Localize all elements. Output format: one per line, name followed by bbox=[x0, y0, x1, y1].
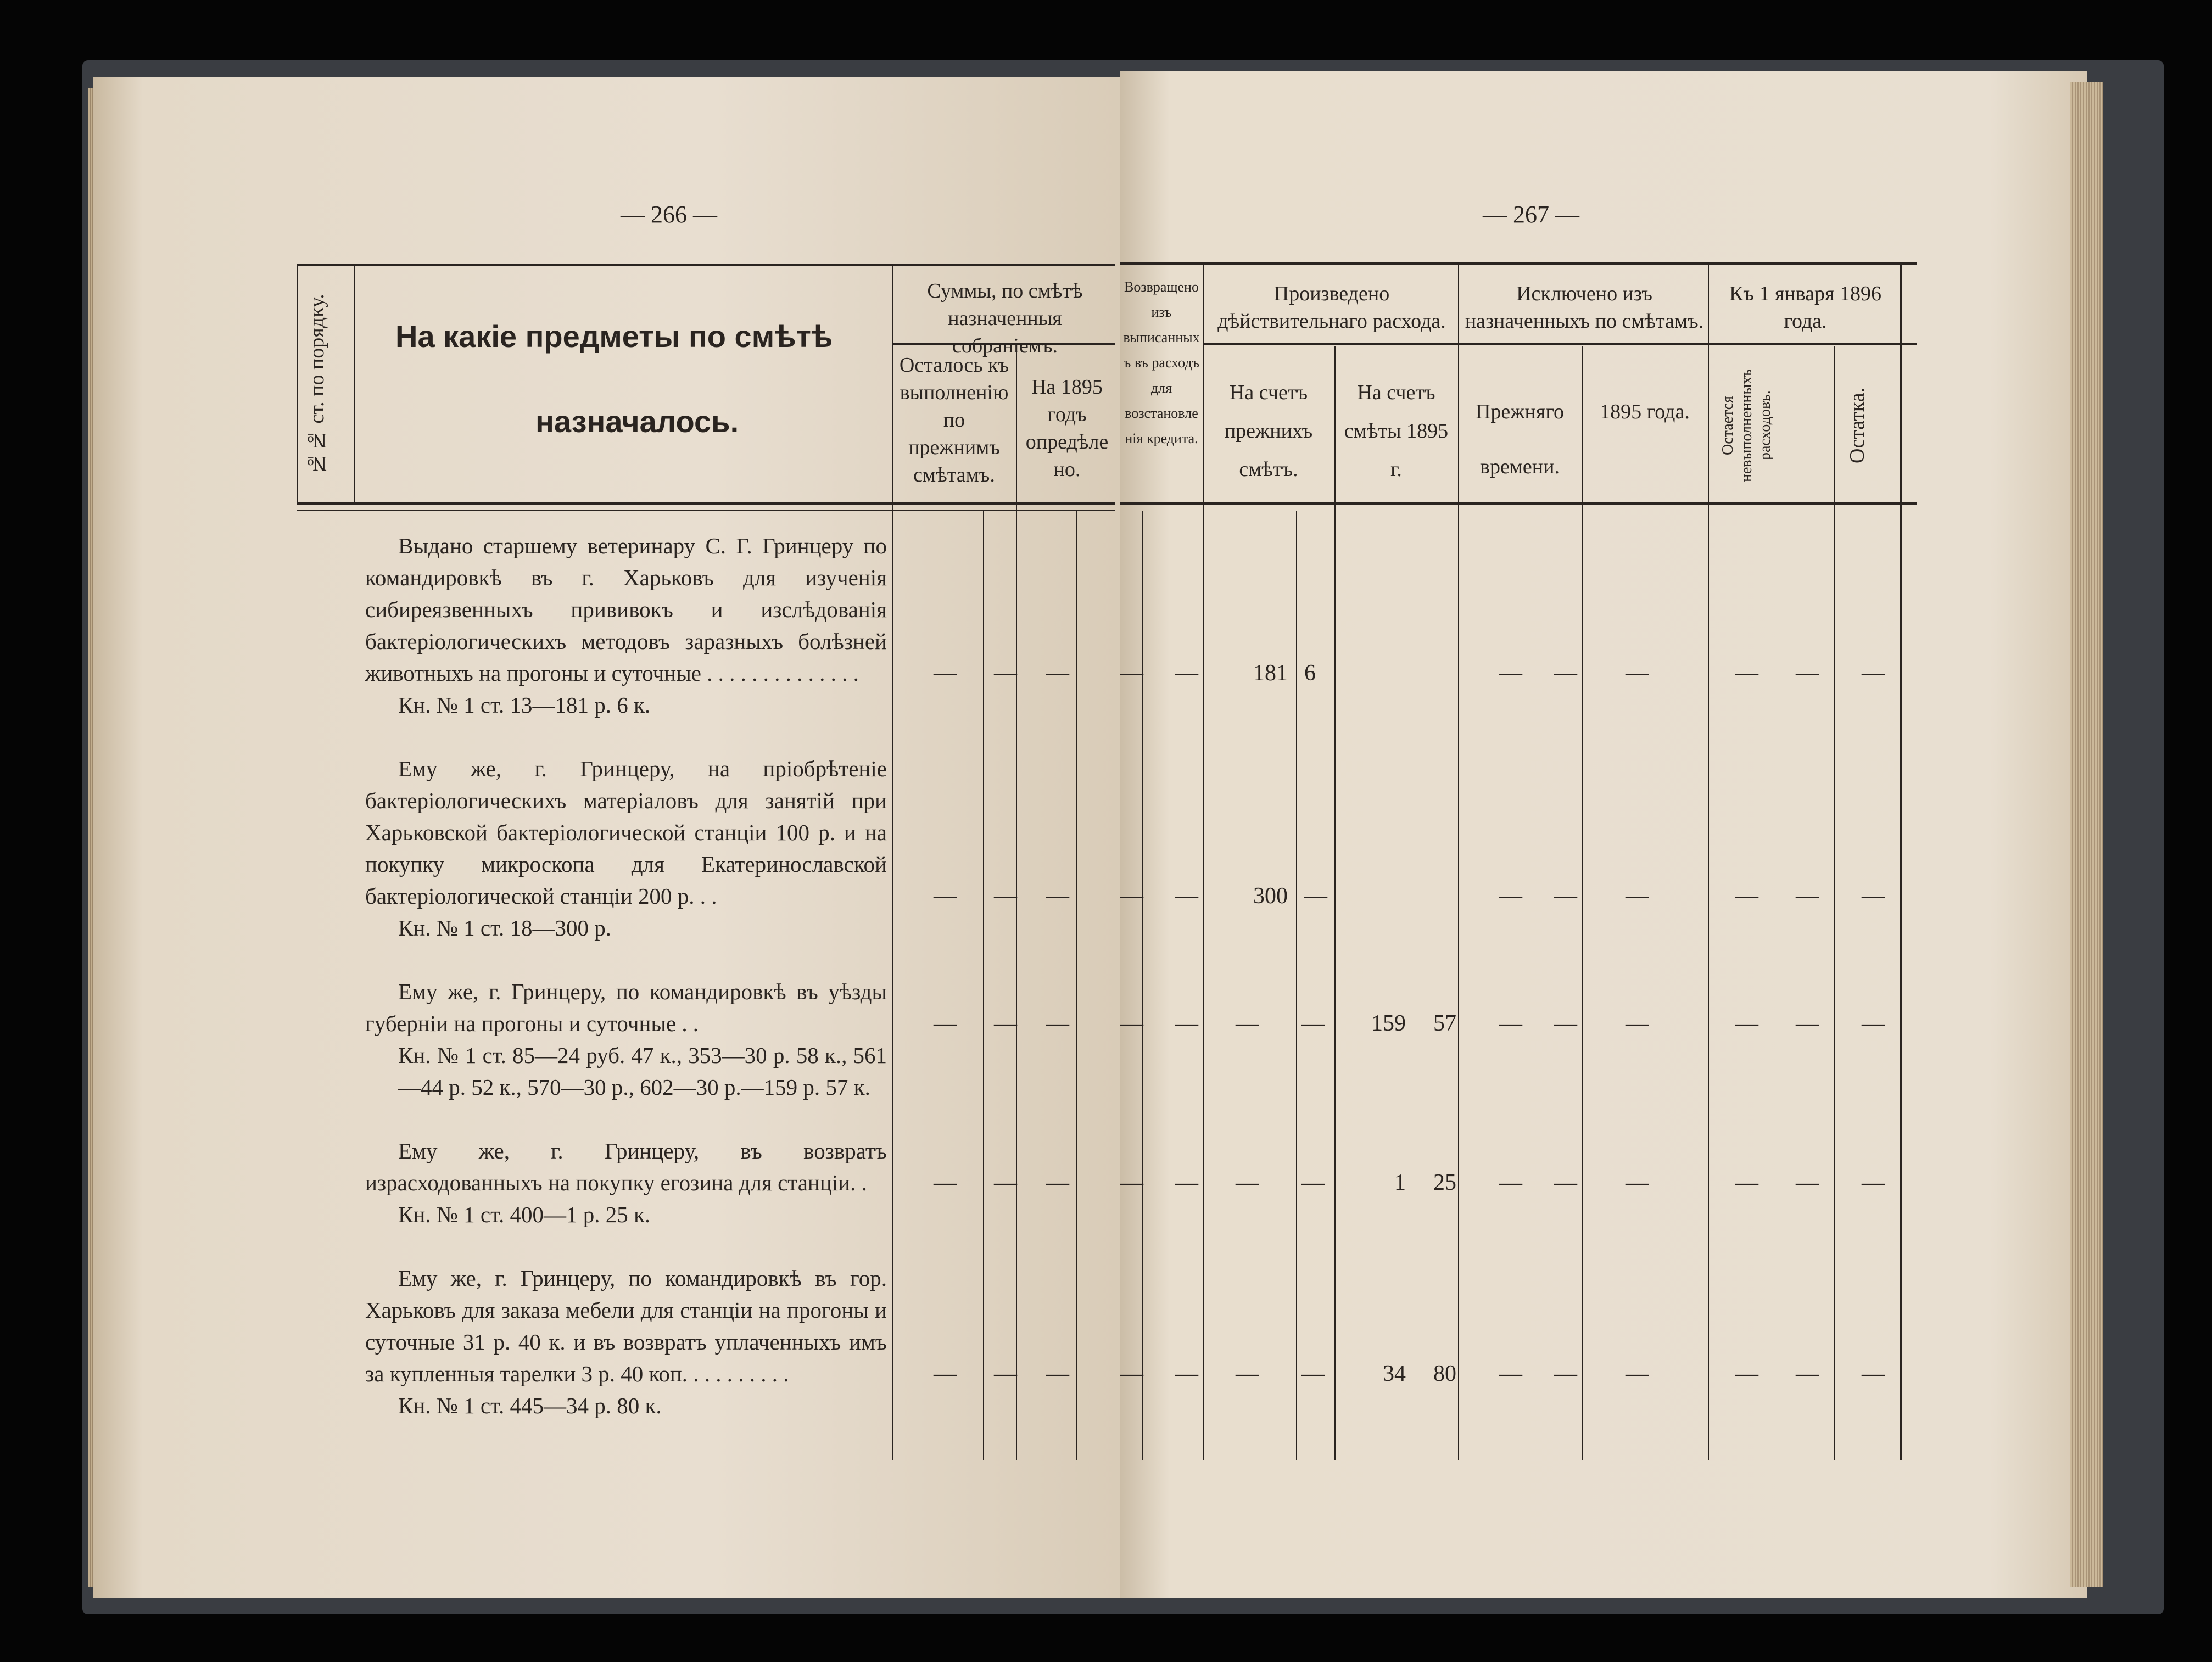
empty-cell-dash: — bbox=[1175, 883, 1198, 909]
returned-header: Возвращено изъ выписанныхъ въ расходъ для возстановленія кредита. bbox=[1123, 279, 1200, 446]
empty-cell-dash: — bbox=[1554, 1170, 1577, 1195]
empty-cell-dash: — bbox=[1735, 1170, 1758, 1195]
empty-cell-dash: — bbox=[1120, 1170, 1143, 1195]
amount-kopecks: 6 bbox=[1304, 661, 1316, 686]
empty-cell-dash: — bbox=[1046, 883, 1069, 909]
col-rule bbox=[1834, 346, 1835, 1460]
header-bottom-rule-left-2 bbox=[297, 510, 1115, 511]
empty-cell-dash: — bbox=[934, 1361, 957, 1386]
empty-cell-dash: — bbox=[934, 1011, 957, 1036]
excluded-prev-header: Прежняго времени. bbox=[1475, 400, 1565, 478]
amount-rubles: 1 bbox=[1394, 1170, 1406, 1195]
amount-kopecks: 80 bbox=[1433, 1361, 1456, 1386]
entry-4 bbox=[365, 1135, 887, 1230]
col-rule bbox=[1458, 264, 1459, 1460]
empty-cell-dash: — bbox=[1735, 1361, 1758, 1386]
empty-cell-dash: — bbox=[1120, 661, 1143, 686]
empty-cell-dash: — bbox=[1554, 1011, 1577, 1036]
header-bottom-rule-left bbox=[297, 502, 1115, 505]
year-1895-header: На 1895 годъ опредѣлено. bbox=[1025, 376, 1109, 481]
col-rule bbox=[892, 264, 893, 1460]
entry-text: Ему же, г. Гринцеру, по командировкѣ въ уѣзды губерніи на прогоны и суточные . . bbox=[365, 979, 887, 1036]
empty-cell-dash: — bbox=[1046, 1361, 1069, 1386]
header-bottom-rule-right bbox=[1120, 502, 1917, 505]
empty-cell-dash: — bbox=[1626, 1011, 1649, 1036]
amount-rubles: 300 bbox=[1253, 883, 1288, 909]
empty-cell-dash: — bbox=[1554, 883, 1577, 909]
empty-cell-dash: — bbox=[1046, 1170, 1069, 1195]
amount-kopecks: — bbox=[1304, 883, 1327, 909]
col-rule bbox=[1142, 511, 1143, 1460]
col-rule bbox=[1334, 346, 1336, 1460]
unfulfilled-header: Остается невыполненныхъ расходовъ. bbox=[1719, 369, 1774, 482]
empty-cell-dash: — bbox=[1862, 883, 1885, 909]
empty-cell-dash: — bbox=[1735, 883, 1758, 909]
amount-rubles: 181 bbox=[1253, 661, 1288, 686]
empty-cell-dash: — bbox=[1554, 661, 1577, 686]
empty-cell-dash: — bbox=[1626, 661, 1649, 686]
empty-cell-dash: — bbox=[1301, 1011, 1325, 1036]
empty-cell-dash: — bbox=[1236, 1361, 1259, 1386]
empty-cell-dash: — bbox=[1796, 883, 1819, 909]
col-rule bbox=[297, 264, 298, 505]
empty-cell-dash: — bbox=[1499, 883, 1522, 909]
remaining-header: Осталось къ выполненію по прежнимъ смѣтамъ. bbox=[899, 354, 1009, 486]
table-top-rule-right bbox=[1120, 262, 1917, 265]
excluded-1895-header: 1895 года. bbox=[1600, 400, 1690, 423]
col-rule bbox=[1296, 511, 1297, 1460]
empty-cell-dash: — bbox=[1175, 1361, 1198, 1386]
empty-cell-dash: — bbox=[994, 883, 1017, 909]
empty-cell-dash: — bbox=[1301, 1361, 1325, 1386]
col-rule bbox=[1582, 346, 1583, 1460]
entry-1 bbox=[365, 530, 887, 721]
empty-cell-dash: — bbox=[994, 1011, 1017, 1036]
empty-cell-dash: — bbox=[934, 661, 957, 686]
subject-header-line2: назначалось. bbox=[535, 404, 739, 439]
empty-cell-dash: — bbox=[1175, 1011, 1198, 1036]
empty-cell-dash: — bbox=[1120, 1011, 1143, 1036]
empty-cell-dash: — bbox=[1046, 1011, 1069, 1036]
balance-header: Остатка. bbox=[1846, 387, 1869, 464]
empty-cell-dash: — bbox=[1120, 1361, 1143, 1386]
entry-2 bbox=[365, 753, 887, 944]
empty-cell-dash: — bbox=[1626, 1170, 1649, 1195]
left-page-number: — 266 — bbox=[621, 201, 717, 228]
amount-rubles: 34 bbox=[1383, 1361, 1406, 1386]
empty-cell-dash: — bbox=[1796, 1170, 1819, 1195]
empty-cell-dash: — bbox=[1626, 883, 1649, 909]
entry-3 bbox=[365, 976, 887, 1103]
sums-header: Суммы, по смѣтѣ назначенныя собраніемъ. bbox=[927, 279, 1083, 357]
empty-cell-dash: — bbox=[994, 661, 1017, 686]
empty-cell-dash: — bbox=[1796, 1011, 1819, 1036]
empty-cell-dash: — bbox=[1046, 661, 1069, 686]
col-rule bbox=[1076, 511, 1077, 1460]
empty-cell-dash: — bbox=[1175, 661, 1198, 686]
empty-cell-dash: — bbox=[1735, 661, 1758, 686]
empty-cell-dash: — bbox=[1499, 661, 1522, 686]
entry-ref: Кн. № 1 ст. 13—181 р. 6 к. bbox=[398, 692, 651, 718]
empty-cell-dash: — bbox=[1236, 1011, 1259, 1036]
empty-cell-dash: — bbox=[1862, 661, 1885, 686]
empty-cell-dash: — bbox=[1862, 1361, 1885, 1386]
empty-cell-dash: — bbox=[1301, 1170, 1325, 1195]
amount-kopecks: 57 bbox=[1433, 1011, 1456, 1036]
empty-cell-dash: — bbox=[1626, 1361, 1649, 1386]
entry-ref: Кн. № 1 ст. 400—1 р. 25 к. bbox=[398, 1202, 651, 1227]
entry-ref: Кн. № 1 ст. 445—34 р. 80 к. bbox=[398, 1393, 662, 1418]
empty-cell-dash: — bbox=[934, 1170, 957, 1195]
empty-cell-dash: — bbox=[1796, 661, 1819, 686]
entry-text: Ему же, г. Гринцеру, въ возвратъ израсходованныхъ на покупку егозина для станціи. . bbox=[365, 1138, 887, 1195]
table-top-rule-left bbox=[297, 264, 1115, 266]
subject-header-line1: На какіе предметы по смѣтѣ bbox=[395, 319, 833, 354]
entry-text: Выдано старшему ветеринару С. Г. Гринцеру по командировкѣ въ г. Харьковъ для изученія сибиреязвенныхъ прививокъ и изслѣдованія бактеріологическихъ методовъ заразныхъ болѣзней животныхъ на прогоны и суточные . . . . . . . . . . . . . . bbox=[365, 533, 887, 686]
empty-cell-dash: — bbox=[1862, 1011, 1885, 1036]
subheader-divider bbox=[1203, 343, 1917, 345]
entry-ref: Кн. № 1 ст. 18—300 р. bbox=[398, 915, 611, 941]
entries-list bbox=[365, 530, 887, 1422]
col-rule bbox=[354, 264, 355, 505]
col-rule bbox=[983, 511, 984, 1460]
empty-cell-dash: — bbox=[934, 883, 957, 909]
empty-cell-dash: — bbox=[994, 1361, 1017, 1386]
amount-kopecks: 25 bbox=[1433, 1170, 1456, 1195]
actual-prev-header: На счетъ прежнихъ смѣтъ. bbox=[1224, 381, 1313, 481]
empty-cell-dash: — bbox=[1735, 1011, 1758, 1036]
empty-cell-dash: — bbox=[1236, 1170, 1259, 1195]
entry-ref: Кн. № 1 ст. 85—24 руб. 47 к., 353—30 р. 58 к., 561—44 р. 52 к., 570—30 р., 602—30 р.—159 р. 57 к. bbox=[398, 1043, 887, 1100]
col-rule bbox=[1203, 264, 1204, 1460]
empty-cell-dash: — bbox=[1120, 883, 1143, 909]
actual-1895-header: На счетъ смѣты 1895 г. bbox=[1344, 381, 1449, 481]
empty-cell-dash: — bbox=[1499, 1361, 1522, 1386]
amount-rubles: 159 bbox=[1371, 1011, 1406, 1036]
empty-cell-dash: — bbox=[1499, 1011, 1522, 1036]
empty-cell-dash: — bbox=[1554, 1361, 1577, 1386]
excluded-header: Исключено изъ назначенныхъ по смѣтамъ. bbox=[1465, 282, 1704, 333]
number-column-header: №№ ст. по порядку. bbox=[305, 294, 328, 475]
col-rule bbox=[1900, 264, 1902, 1460]
empty-cell-dash: — bbox=[1796, 1361, 1819, 1386]
empty-cell-dash: — bbox=[994, 1170, 1017, 1195]
empty-cell-dash: — bbox=[1175, 1170, 1198, 1195]
entry-text: Ему же, г. Гринцеру, на пріобрѣтеніе бактеріологическихъ матеріаловъ для занятій при Харьковской бактеріологической станціи 100 р. и на покупку микроскопа для Екатеринославской бактеріологической станціи 200 р. . . bbox=[365, 756, 887, 909]
entry-5 bbox=[365, 1262, 887, 1422]
jan-1896-header: Къ 1 января 1896 года. bbox=[1729, 282, 1882, 333]
actual-expense-header: Произведено дѣйствительнаго расхода. bbox=[1217, 282, 1446, 333]
empty-cell-dash: — bbox=[1499, 1170, 1522, 1195]
page-edges-right bbox=[2070, 82, 2103, 1587]
empty-cell-dash: — bbox=[1862, 1170, 1885, 1195]
col-rule bbox=[1708, 264, 1709, 1460]
right-page-number: — 267 — bbox=[1483, 201, 1579, 228]
entry-text: Ему же, г. Гринцеру, по командировкѣ въ гор. Харьковъ для заказа мебели для станціи на прогоны и суточные 31 р. 40 к. и въ возвратъ уплаченныхъ имъ за купленныя тарелки 3 р. 40 коп. . . . . . . . . . bbox=[365, 1266, 887, 1386]
